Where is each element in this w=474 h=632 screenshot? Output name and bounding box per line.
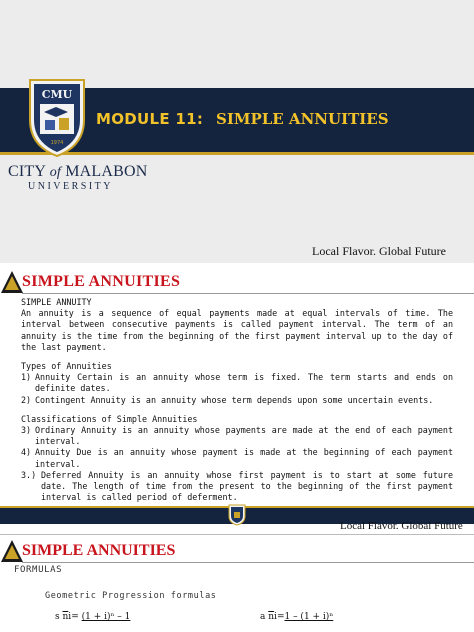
- formulas-label: FORMULAS: [14, 565, 63, 575]
- types-heading: Types of Annuities: [21, 361, 112, 372]
- list-item: 1) Annuity Certain is an annuity whose term is fixed. The term starts and ends on definite dates.: [21, 372, 453, 394]
- title-divider: [22, 293, 474, 294]
- content-body: [21, 297, 453, 503]
- motto-slide2: Local Flavor. Global Future: [340, 520, 463, 532]
- list-item: 2) Contingent Annuity is an annuity whose term depends upon some uncertain events.: [21, 394, 434, 405]
- slide-simple-annuities: [0, 265, 474, 523]
- module-title: SIMPLE ANNUITIES: [216, 110, 389, 128]
- formula-present-value: a $\overline{n}i=1 - (1 + i)^n$: [260, 612, 334, 622]
- title-triangle-icon: [0, 269, 24, 295]
- logo-text: CMU: [41, 88, 73, 101]
- module-label: MODULE 11:: [96, 110, 204, 128]
- logo-year: 1974: [50, 140, 64, 146]
- cmu-shield-logo: [26, 76, 88, 158]
- heading-simple-annuity: SIMPLE ANNUITY: [21, 297, 92, 307]
- university-subname: UNIVERSITY: [28, 181, 113, 192]
- list-item: 3.) Deferred Annuity is an annuity whose first payment is to start at some future date. The length of time from the present to the beginning of the first payment interval is called period of deferment.: [21, 469, 453, 503]
- title-divider: [22, 562, 474, 563]
- section-title: SIMPLE ANNUITIES: [22, 273, 181, 290]
- motto-slide1: Local Flavor. Global Future: [312, 244, 446, 258]
- slide-title: [0, 0, 474, 263]
- footer-shield-logo: [228, 504, 246, 526]
- section-title-formulas: SIMPLE ANNUITIES: [22, 542, 176, 559]
- classifications-heading: Classifications of Simple Annuities: [21, 413, 198, 424]
- formula-future-value: s $\overline{n}i= (1 + i)^n - 1$: [55, 612, 131, 622]
- title-triangle-icon: [0, 538, 24, 564]
- list-item: 4) Annuity Due is an annuity whose payment is made at the beginning of each payment interval.: [21, 447, 453, 469]
- geometric-label: Geometric Progression formulas: [45, 591, 217, 601]
- list-item: 3) Ordinary Annuity is an annuity whose payments are made at the end of each payment interval.: [21, 425, 453, 447]
- slide-divider: [0, 534, 474, 535]
- university-name: CITY of MALABON: [8, 163, 148, 180]
- definition-paragraph: An annuity is a sequence of equal payments made at equal intervals of time. The interval between consecutive payments is called payment interval. The term of an annuity is the time from the beginning of the first payment interval up to the day of the last payment.: [21, 308, 453, 352]
